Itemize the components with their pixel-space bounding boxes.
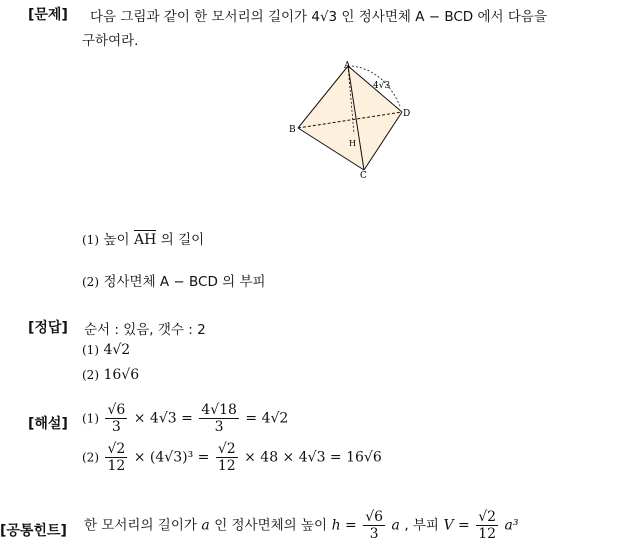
hint-h-tail: a — [391, 517, 400, 534]
a1-number: (1) — [82, 343, 99, 357]
e1-fraction-2 — [199, 402, 239, 435]
hint-v-fraction — [476, 509, 498, 542]
answer-2 — [82, 367, 139, 383]
hint-v-tail: a³ — [504, 517, 519, 534]
point-h: H — [349, 139, 356, 148]
q1-text: 높이 — [103, 232, 130, 248]
hint-h-num: √6 — [365, 509, 384, 525]
question-2 — [82, 270, 266, 290]
hint-text-2: 인 정사면체의 높이 — [214, 517, 328, 534]
e1-f1-num: √6 — [107, 402, 126, 418]
hint-h-eq: h = — [331, 517, 357, 534]
e1-fraction-1 — [105, 402, 127, 435]
hint-text-1: 한 모서리의 길이가 — [84, 517, 197, 534]
problem-text-line2: 구하여라. — [82, 33, 139, 49]
vertex-a: A — [344, 61, 351, 71]
hint-text — [84, 509, 518, 542]
vertex-d: D — [403, 109, 411, 119]
e2-f1-den: 12 — [107, 458, 126, 474]
hint-v-den: 12 — [478, 526, 497, 542]
a2-value: 16√6 — [103, 367, 140, 383]
explanation-label: [해설] — [28, 416, 68, 432]
answer-label: [정답] — [28, 320, 68, 336]
explanation-1 — [82, 402, 288, 435]
hint-h-den: 3 — [369, 526, 379, 542]
answer-1 — [82, 342, 130, 358]
q2-number: (2) — [82, 275, 99, 289]
q1-number: (1) — [82, 233, 99, 247]
q2-text: 정사면체 A − BCD 의 부피 — [103, 274, 266, 290]
a2-number: (2) — [82, 368, 99, 382]
e1-mid: × 4√3 = — [133, 410, 193, 427]
e2-mid: × (4√3)³ = — [133, 449, 210, 466]
tetrahedron-figure — [284, 58, 416, 182]
hint-h-fraction — [363, 509, 385, 542]
hint-text-3: , 부피 — [404, 517, 439, 534]
e1-number: (1) — [82, 411, 99, 426]
e2-end: × 48 × 4√3 = 16√6 — [244, 449, 382, 466]
e1-f2-num: 4√18 — [201, 402, 237, 418]
q1-tail: 의 길이 — [160, 232, 205, 248]
answer-meta: 순서 : 있음, 갯수 : 2 — [84, 322, 206, 338]
question-1 — [82, 228, 204, 248]
vertex-c: C — [360, 171, 367, 181]
e1-f2-den: 3 — [214, 419, 224, 435]
q1-segment: AH — [134, 232, 157, 248]
explanation-2 — [82, 441, 382, 474]
hint-label: [공통힌트] — [0, 523, 67, 539]
e1-end: = 4√2 — [245, 410, 289, 427]
e2-f2-num: √2 — [217, 441, 236, 457]
e2-fraction-1 — [105, 441, 127, 474]
a1-value: 4√2 — [103, 342, 131, 358]
problem-text-line1: 다음 그림과 같이 한 모서리의 길이가 4√3 인 정사면체 A − BCD 에서 다음을 — [90, 9, 547, 25]
e2-fraction-2 — [216, 441, 238, 474]
e2-number: (2) — [82, 450, 99, 465]
hint-var-a: a — [201, 517, 210, 534]
edge-label: 4√3 — [373, 81, 391, 91]
e1-f1-den: 3 — [111, 419, 121, 435]
e2-f2-den: 12 — [217, 458, 236, 474]
e2-f1-num: √2 — [107, 441, 126, 457]
problem-label: [문제] — [28, 7, 68, 23]
hint-v-num: √2 — [478, 509, 497, 525]
vertex-b: B — [289, 125, 296, 135]
hint-v-eq: V = — [443, 517, 470, 534]
